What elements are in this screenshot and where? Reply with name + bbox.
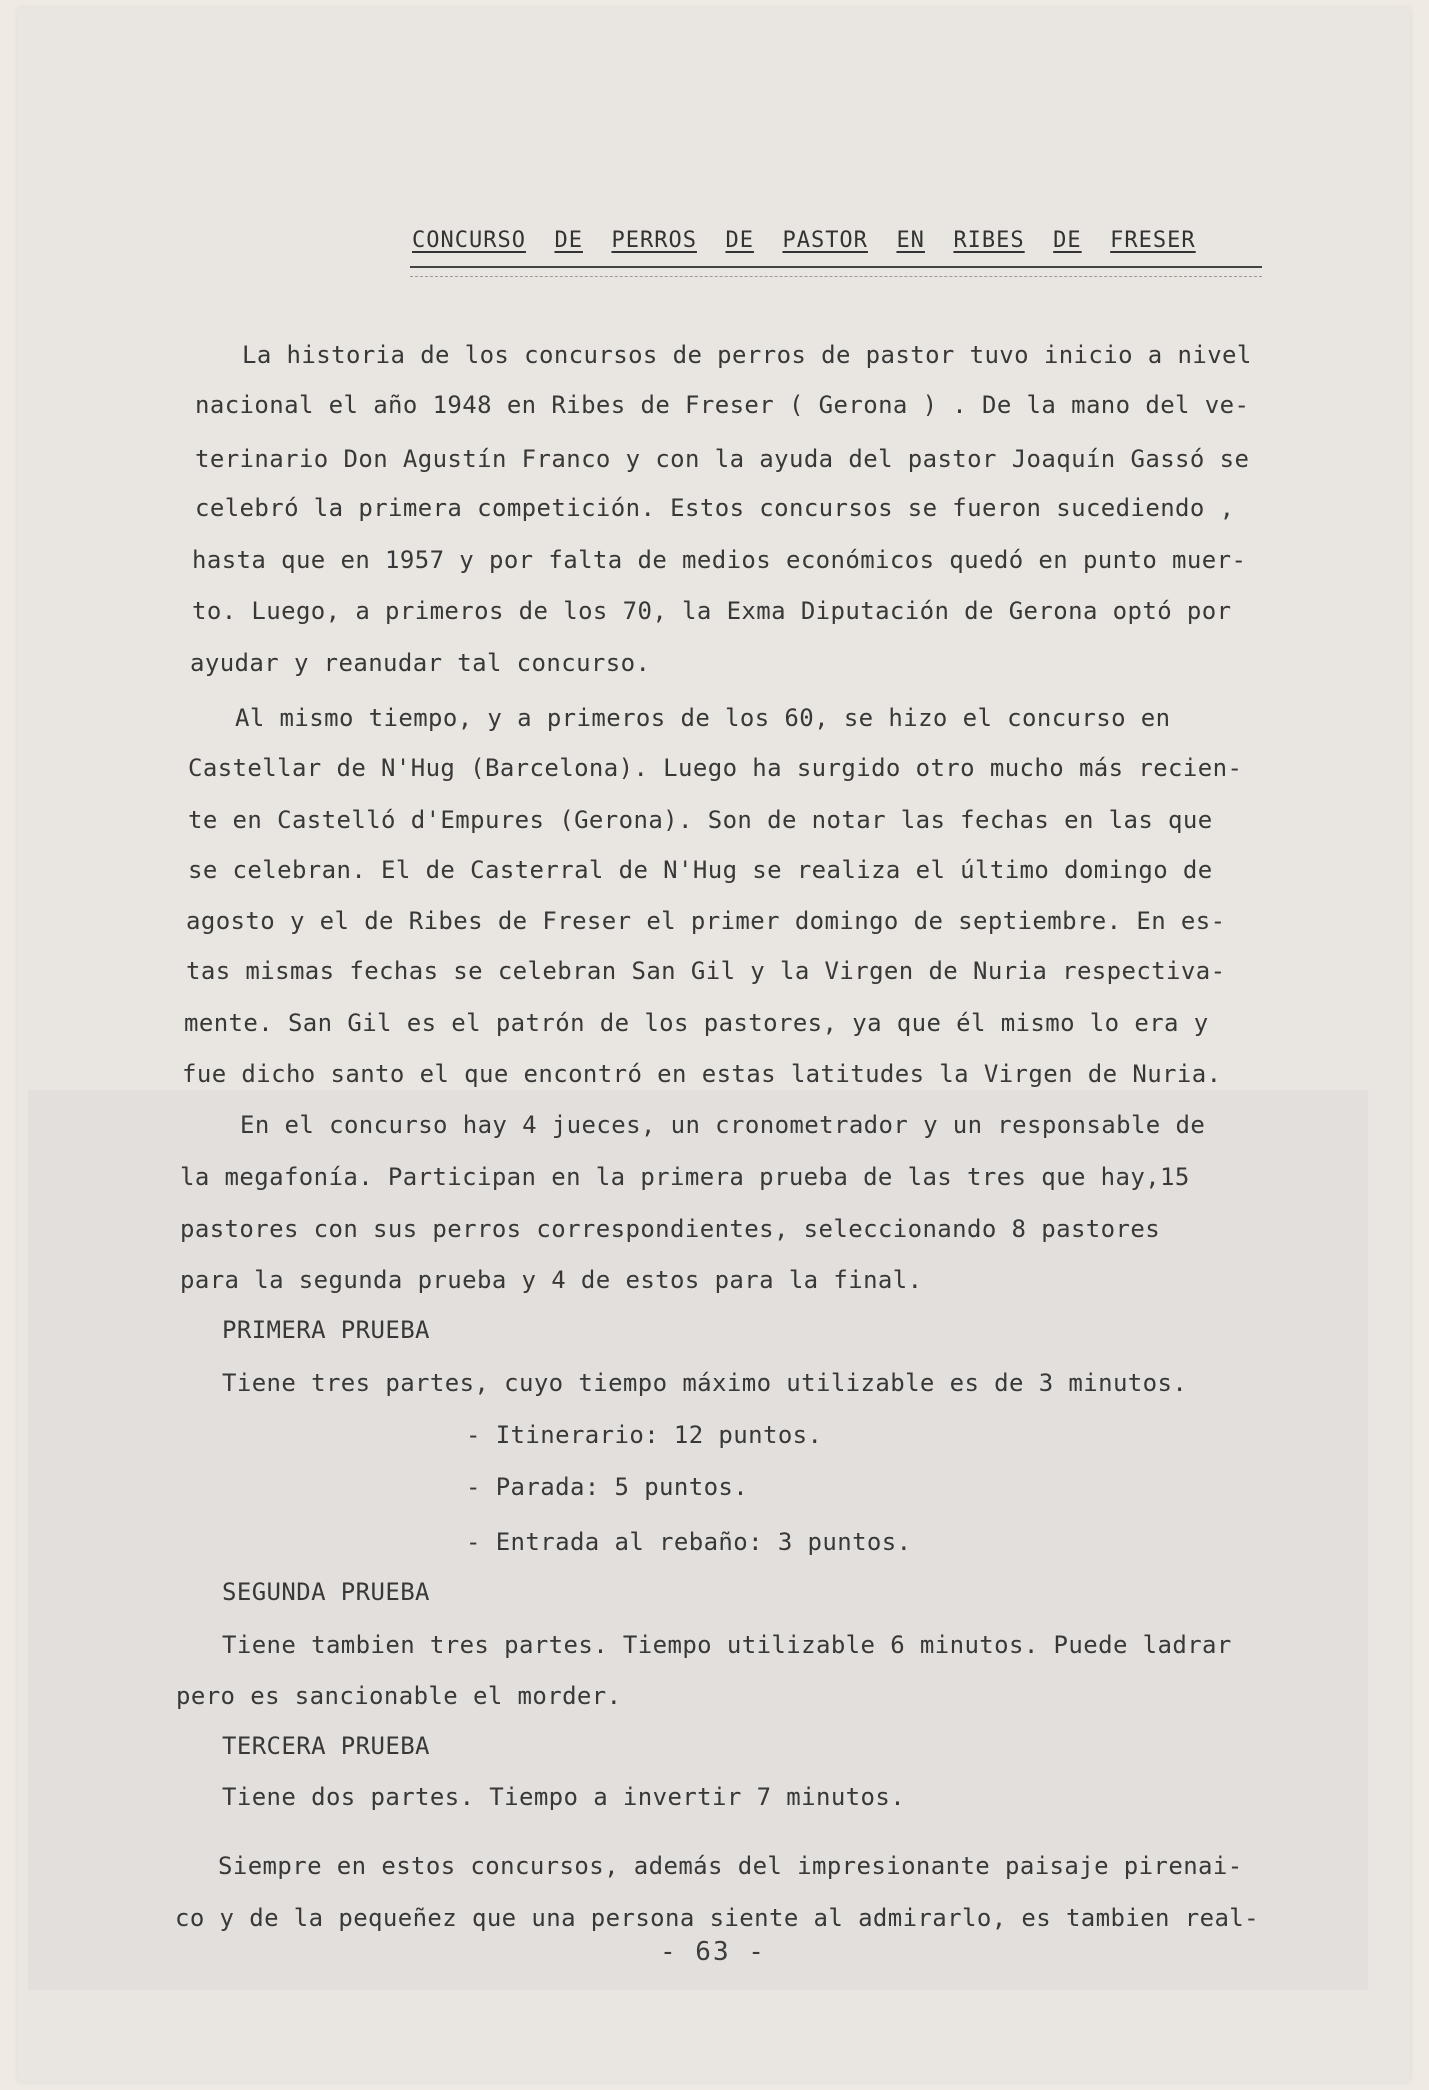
text-line: ayudar y reanudar tal concurso. (190, 649, 651, 677)
title-word: PERROS (611, 228, 697, 253)
list-item: - Entrada al rebaño: 3 puntos. (466, 1528, 912, 1556)
section-heading: PRIMERA PRUEBA (222, 1316, 430, 1344)
text-line: la megafonía. Participan en la primera prueba de las tres que hay,15 (180, 1163, 1190, 1191)
section-heading: TERCERA PRUEBA (222, 1732, 430, 1760)
text-line: hasta que en 1957 y por falta de medios económicos quedó en punto muer- (192, 546, 1247, 574)
text-line: terinario Don Agustín Franco y con la ayuda del pastor Joaquín Gassó se (195, 445, 1250, 473)
title-word: CONCURSO (412, 228, 526, 253)
document-title (412, 228, 1196, 253)
text-line: agosto y el de Ribes de Freser el primer domingo de septiembre. En es- (186, 907, 1226, 935)
text-line: mente. San Gil es el patrón de los pastores, ya que él mismo lo era y (184, 1009, 1209, 1037)
text-line: para la segunda prueba y 4 de estos para la final. (180, 1266, 923, 1294)
section-heading: SEGUNDA PRUEBA (222, 1578, 430, 1606)
list-item: - Parada: 5 puntos. (466, 1473, 749, 1501)
title-word: RIBES (953, 228, 1025, 253)
text-line: En el concurso hay 4 jueces, un cronometrador y un responsable de (240, 1111, 1206, 1139)
text-line: La historia de los concursos de perros de pastor tuvo inicio a nivel (242, 341, 1252, 369)
text-line: celebró la primera competición. Estos concursos se fueron sucediendo , (195, 494, 1235, 522)
text-line: to. Luego, a primeros de los 70, la Exma Diputación de Gerona optó por (192, 597, 1232, 625)
title-rule-dashed (410, 276, 1262, 277)
text-line: Al mismo tiempo, y a primeros de los 60, se hizo el concurso en (235, 704, 1171, 732)
page-number: - 63 - (660, 1937, 766, 1967)
text-line: fue dicho santo el que encontró en estas latitudes la Virgen de Nuria. (182, 1060, 1222, 1088)
text-line: Tiene dos partes. Tiempo a invertir 7 minutos. (222, 1783, 906, 1811)
text-line: tas mismas fechas se celebran San Gil y la Virgen de Nuria respectiva- (186, 957, 1226, 985)
text-line: Castellar de N'Hug (Barcelona). Luego ha surgido otro mucho más recien- (188, 754, 1243, 782)
list-item: - Itinerario: 12 puntos. (466, 1421, 823, 1449)
title-word: EN (896, 228, 925, 253)
text-line: Siempre en estos concursos, además del impresionante paisaje pirenai- (218, 1852, 1243, 1880)
text-line: Tiene tres partes, cuyo tiempo máximo utilizable es de 3 minutos. (222, 1369, 1188, 1397)
text-line: Tiene tambien tres partes. Tiempo utilizable 6 minutos. Puede ladrar (222, 1631, 1232, 1659)
title-word: DE (725, 228, 754, 253)
text-line: pastores con sus perros correspondientes, seleccionando 8 pastores (180, 1215, 1161, 1243)
text-line: co y de la pequeñez que una persona siente al admirarlo, es tambien real- (175, 1904, 1259, 1932)
text-line: te en Castelló d'Empures (Gerona). Son de notar las fechas en las que (188, 806, 1213, 834)
title-word: DE (1053, 228, 1082, 253)
title-word: PASTOR (782, 228, 868, 253)
title-word: FRESER (1110, 228, 1196, 253)
text-line: pero es sancionable el morder. (176, 1682, 622, 1710)
title-word: DE (554, 228, 583, 253)
text-line: se celebran. El de Casterral de N'Hug se realiza el último domingo de (188, 856, 1213, 884)
title-rule (410, 266, 1262, 268)
text-line: nacional el año 1948 en Ribes de Freser ( Gerona ) . De la mano del ve- (195, 391, 1250, 419)
